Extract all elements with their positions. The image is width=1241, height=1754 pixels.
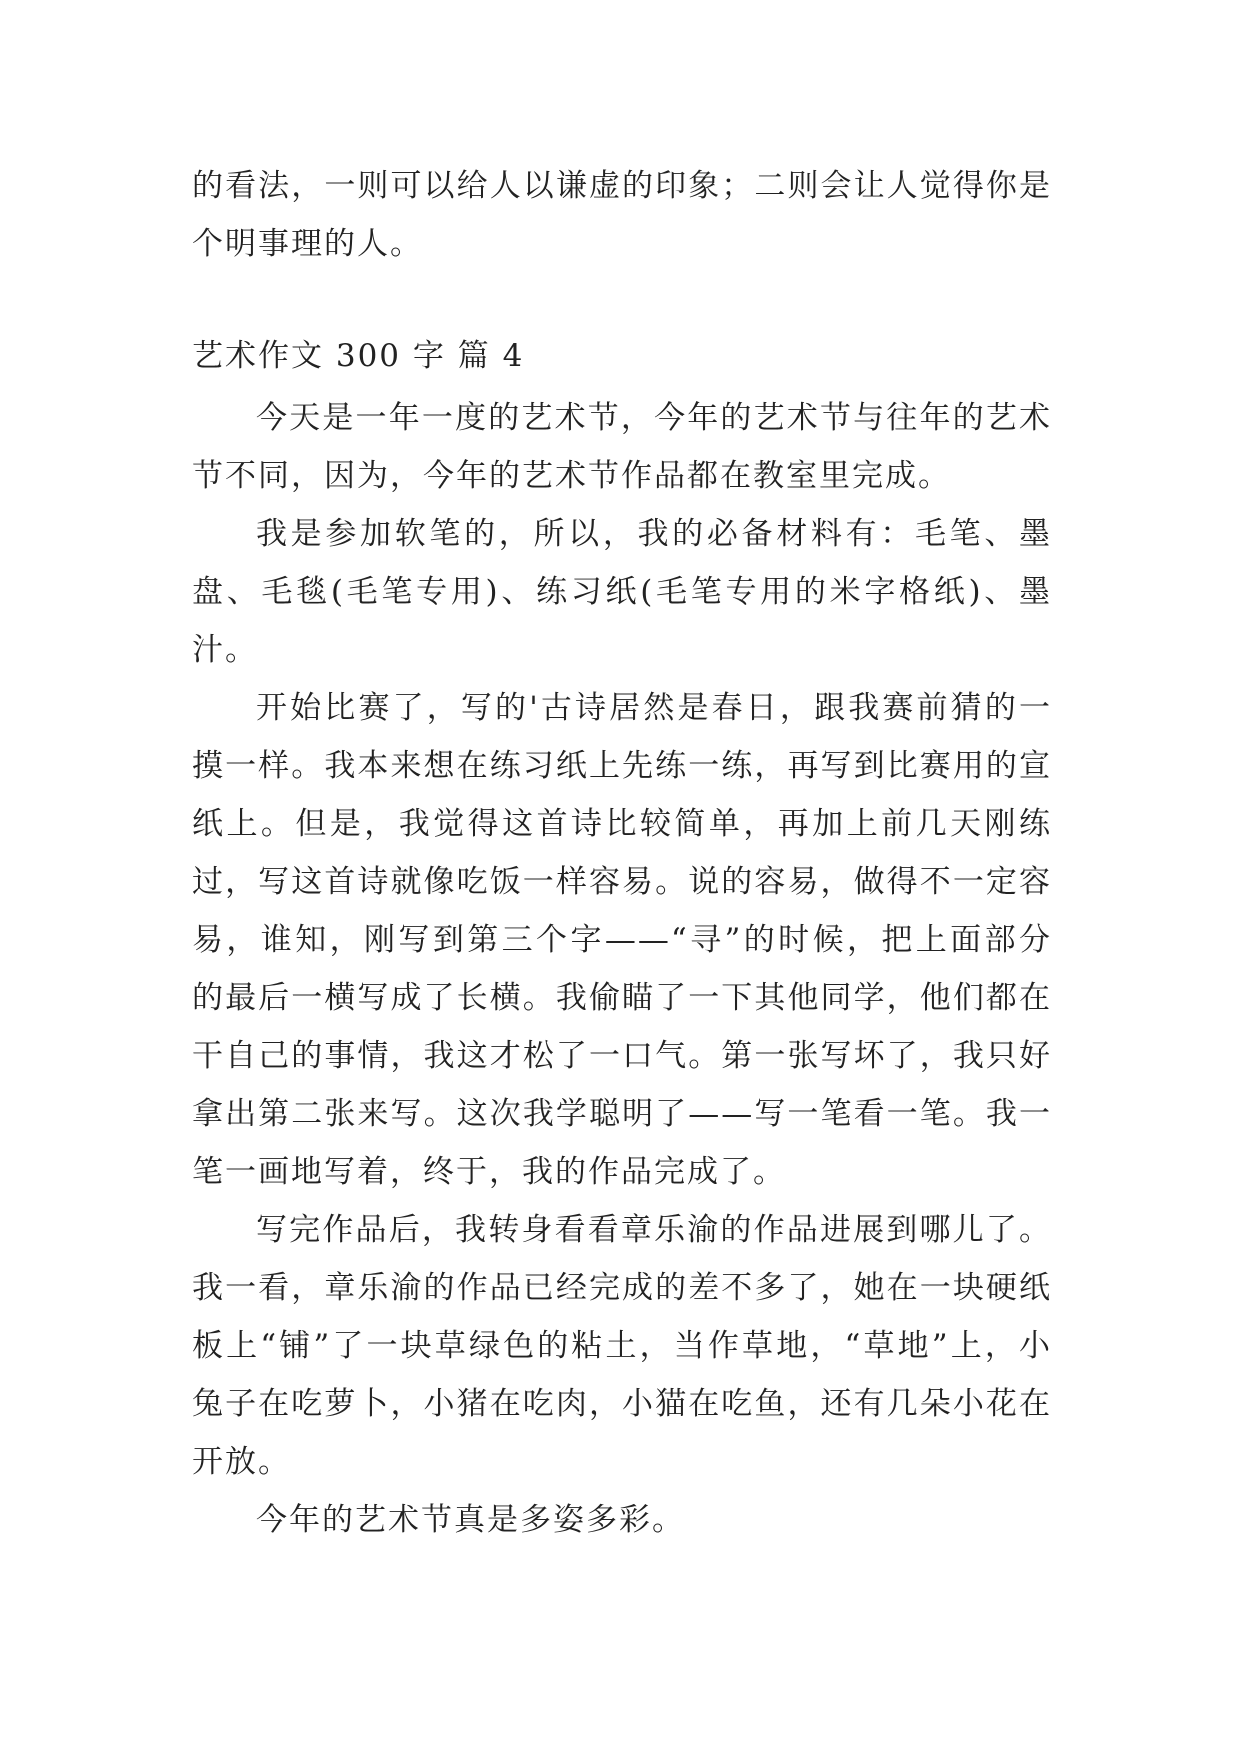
paragraph-4: 写完作品后，我转身看看章乐渝的作品进展到哪儿了。我一看，章乐渝的作品已经完成的差不多了，她在一块硬纸板上“铺”了一块草绿色的粘土，当作草地，“草地”上，小兔子在吃萝卜，小猪在吃肉，小猫在吃鱼，还有几朵小花在开放。	[192, 1212, 1052, 1480]
paragraph-2: 我是参加软笔的，所以，我的必备材料有：毛笔、墨盘、毛毯(毛笔专用)、练习纸(毛笔专用的米字格纸)、墨汁。	[192, 516, 1052, 668]
paragraph-1: 今天是一年一度的艺术节，今年的艺术节与往年的艺术节不同，因为，今年的艺术节作品都在教室里完成。	[192, 400, 1052, 494]
section-heading	[192, 336, 1052, 376]
paragraph-3: 开始比赛了，写的'古诗居然是春日，跟我赛前猜的一摸一样。我本来想在练习纸上先练一练，再写到比赛用的宣纸上。但是，我觉得这首诗比较简单，再加上前几天刚练过，写这首诗就像吃饭一样容易。说的容易，做得不一定容易，谁知，刚写到第三个字——“寻”的时候，把上面部分的最后一横写成了长横。我偷瞄了一下其他同学，他们都在干自己的事情，我这才松了一口气。第一张写坏了，我只好拿出第二张来写。这次我学聪明了——写一笔看一笔。我一笔一画地写着，终于，我的作品完成了。	[192, 690, 1052, 1190]
lead-text-block	[192, 157, 1052, 273]
paragraph-5: 今年的艺术节真是多姿多彩。	[256, 1502, 685, 1538]
essay-body	[192, 389, 1052, 1549]
section-title: 艺术作文 300 字 篇 4	[192, 338, 525, 374]
lead-paragraph: 的看法，一则可以给人以谦虚的印象；二则会让人觉得你是个明事理的人。	[192, 168, 1052, 262]
